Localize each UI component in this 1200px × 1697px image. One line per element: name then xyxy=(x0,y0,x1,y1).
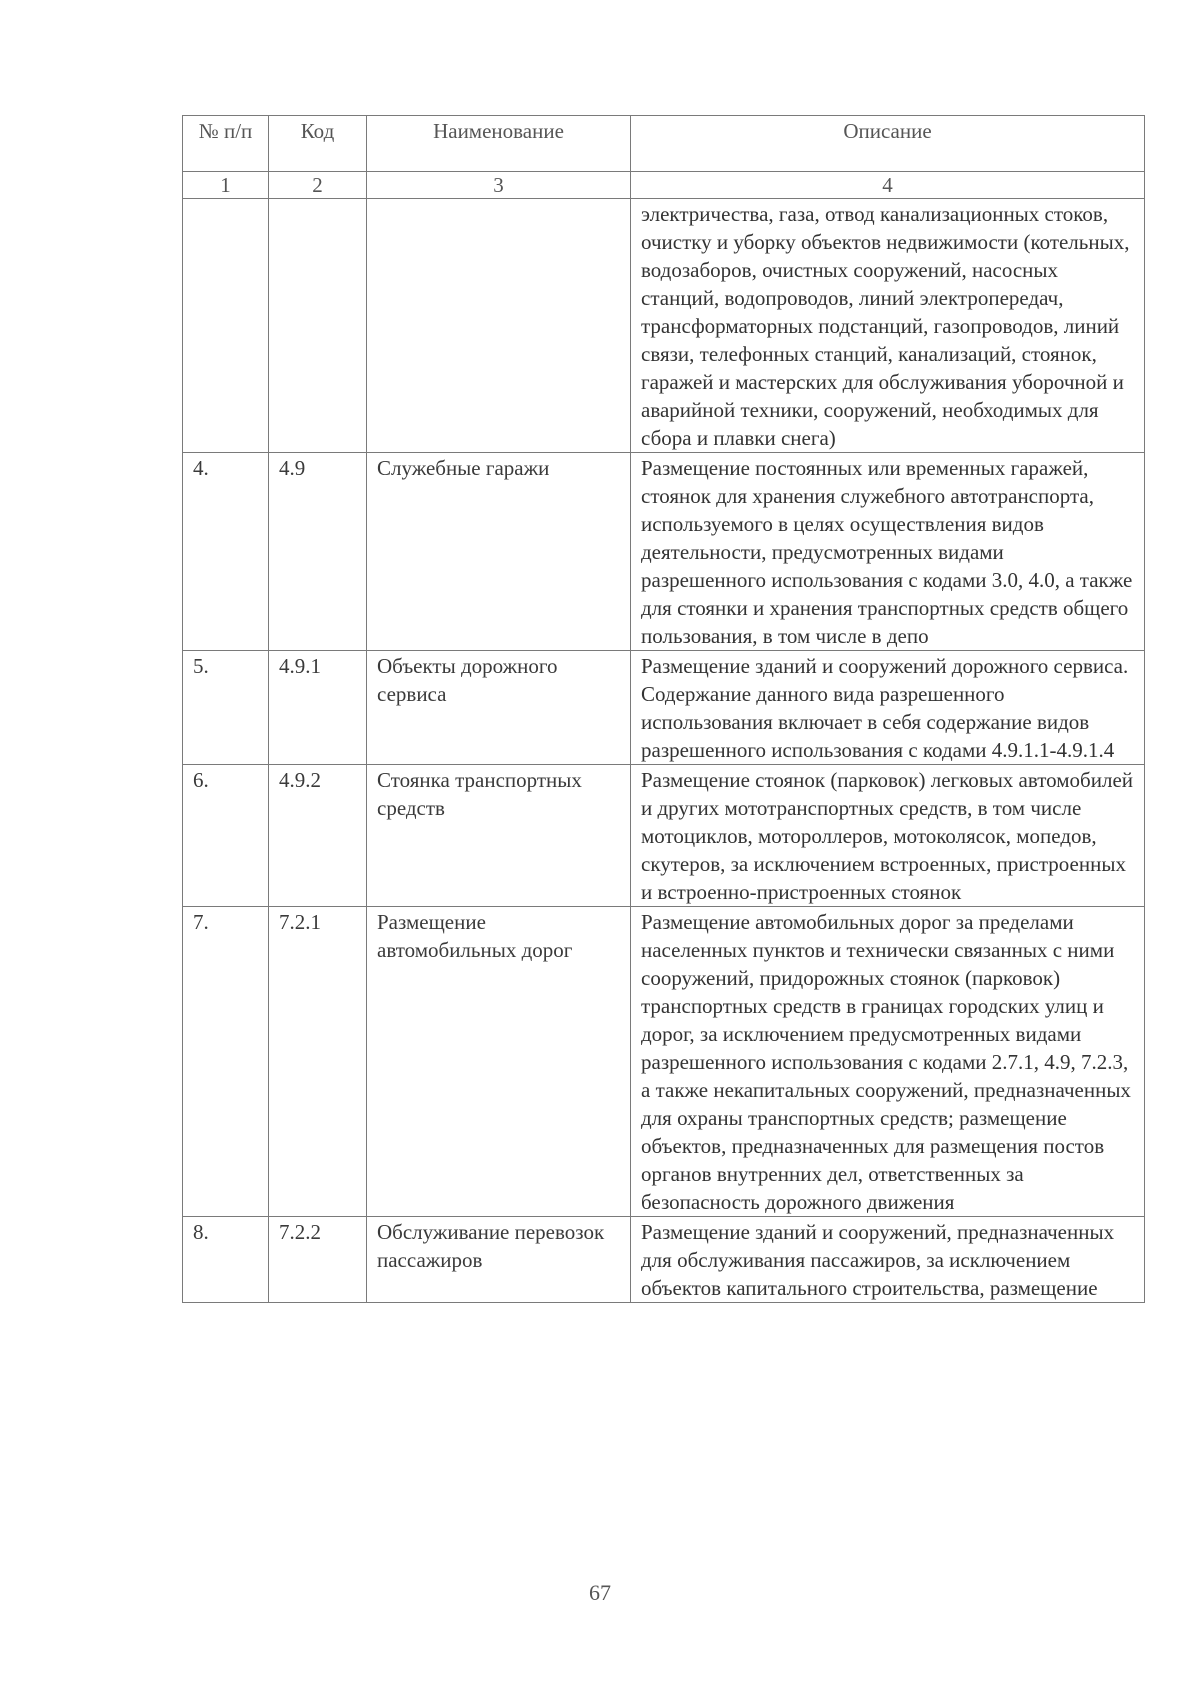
page-number: 67 xyxy=(589,1580,611,1605)
row-name: Стоянка транспортных средств xyxy=(367,765,631,907)
row-number: 8. xyxy=(183,1217,269,1303)
row-description: Размещение автомобильных дорог за пределами населенных пунктов и технически связанных с ними сооружений, придорожных стоянок (парковок) транспортных средств в границах городских улиц и дорог, за исключением предусмотренных видами разрешенного использования с кодами 2.7.1, 4.9, 7.2.3, а также некапитальных сооружений, предназначенных для охраны транспортных средств; размещение объектов, предназначенных для размещения постов органов внутренних дел, ответственных за безопасность дорожного движения xyxy=(631,907,1145,1217)
row-number: 7. xyxy=(183,907,269,1217)
column-number: 3 xyxy=(367,172,631,199)
header-name: Наименование xyxy=(367,116,631,172)
table-header-row xyxy=(183,116,1145,172)
row-name xyxy=(367,199,631,453)
row-description: Размещение стоянок (парковок) легковых автомобилей и других мототранспортных средств, в том числе мотоциклов, мотороллеров, мотоколясок, мопедов, скутеров, за исключением встроенных, пристроенных и встроенно-пристроенных стоянок xyxy=(631,765,1145,907)
row-code xyxy=(269,199,367,453)
row-code: 7.2.1 xyxy=(269,907,367,1217)
row-number: 6. xyxy=(183,765,269,907)
row-name: Служебные гаражи xyxy=(367,453,631,651)
row-name: Обслуживание перевозок пассажиров xyxy=(367,1217,631,1303)
row-name: Размещение автомобильных дорог xyxy=(367,907,631,1217)
table-row xyxy=(183,651,1145,765)
table-row xyxy=(183,453,1145,651)
table-row xyxy=(183,1217,1145,1303)
row-description: Размещение зданий и сооружений, предназначенных для обслуживания пассажиров, за исключением объектов капитального строительства, размещение xyxy=(631,1217,1145,1303)
header-description: Описание xyxy=(631,116,1145,172)
header-code: Код xyxy=(269,116,367,172)
column-number: 4 xyxy=(631,172,1145,199)
table-row xyxy=(183,765,1145,907)
row-name: Объекты дорожного сервиса xyxy=(367,651,631,765)
table-row xyxy=(183,199,1145,453)
header-number: № п/п xyxy=(183,116,269,172)
row-code: 4.9.2 xyxy=(269,765,367,907)
row-number: 5. xyxy=(183,651,269,765)
row-code: 4.9 xyxy=(269,453,367,651)
row-description: Размещение постоянных или временных гаражей, стоянок для хранения служебного автотранспорта, используемого в целях осуществления видов деятельности, предусмотренных видами разрешенного использования с кодами 3.0, 4.0, а также для стоянки и хранения транспортных средств общего пользования, в том числе в депо xyxy=(631,453,1145,651)
column-number: 1 xyxy=(183,172,269,199)
land-use-table xyxy=(182,115,1145,1303)
row-description: электричества, газа, отвод канализационных стоков, очистку и уборку объектов недвижимости (котельных, водозаборов, очистных сооружений, насосных станций, водопроводов, линий электропередач, трансформаторных подстанций, газопроводов, линий связи, телефонных станций, канализаций, стоянок, гаражей и мастерских для обслуживания уборочной и аварийной техники, сооружений, необходимых для сбора и плавки снега) xyxy=(631,199,1145,453)
row-code: 7.2.2 xyxy=(269,1217,367,1303)
row-number: 4. xyxy=(183,453,269,651)
column-numbering-row xyxy=(183,172,1145,199)
row-number xyxy=(183,199,269,453)
row-description: Размещение зданий и сооружений дорожного сервиса. Содержание данного вида разрешенного использования включает в себя содержание видов разрешенного использования с кодами 4.9.1.1-4.9.1.4 xyxy=(631,651,1145,765)
column-number: 2 xyxy=(269,172,367,199)
table-row xyxy=(183,907,1145,1217)
row-code: 4.9.1 xyxy=(269,651,367,765)
